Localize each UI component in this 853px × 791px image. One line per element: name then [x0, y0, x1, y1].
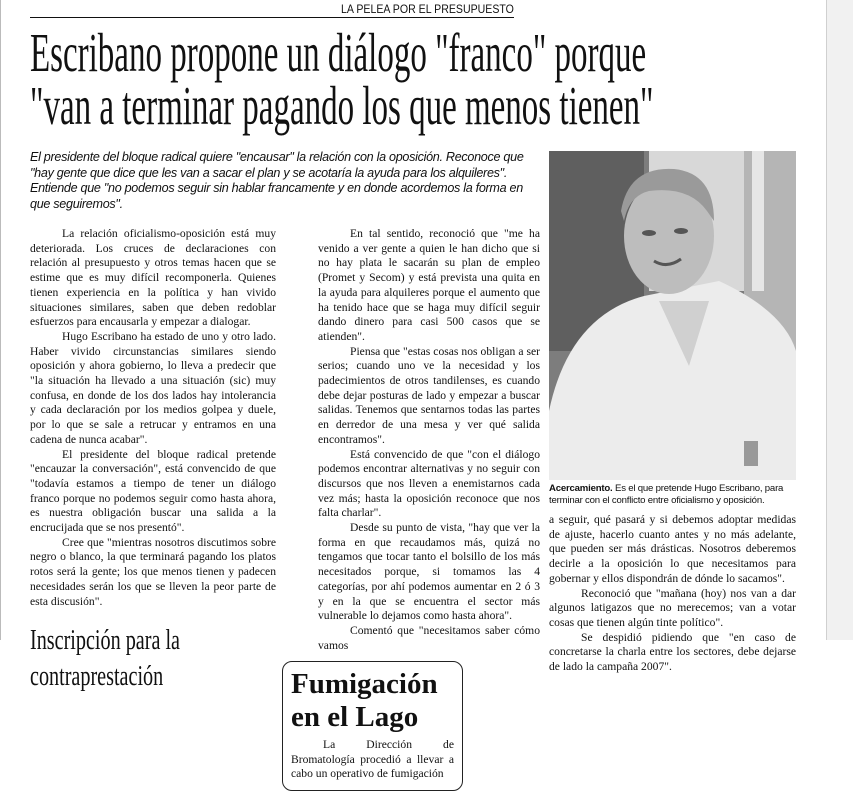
- middle-column-stack: [253, 227, 543, 791]
- article-lede: El presidente del bloque radical quiere "encausar" la relación con la oposición. Reconoce que "hay gente que dice que les van a sacar el plan y se acotaría la ayuda para los alquileres". Entiende que "no podemos seguir sin hablar francamente y en donde acordemos la forma en que seguiremos".: [30, 150, 524, 211]
- page-margin-strip: [826, 0, 853, 640]
- secondary-headline: [30, 623, 276, 695]
- box-body: [291, 738, 454, 782]
- paragraph: En tal sentido, reconoció que "me ha venido a ver gente a quien le han dicho que si no hay plata le sacarán su plan de empleo (Promet y Secom) y está prevista una quita en la ayuda para alquileres porque el aumento que ha tenido hace que se haga muy difícil seguir dando dinero para casi 500 casos que se atienden".: [318, 227, 540, 343]
- paragraph: El presidente del bloque radical pretende "encauzar la conversación", está convencido de que "todavía estamos a tiempo de tener un diálogo franco porque no podemos seguir como hasta ahora, es nuestra obligación buscar una salida a la encrucijada que se nos presentó".: [30, 447, 276, 535]
- caption-lead: Acercamiento.: [549, 483, 613, 494]
- headline-line-2: "van a terminar pagando los que menos tienen": [30, 75, 654, 136]
- paragraph: Se despidió pidiendo que "en caso de concretarse la charla entre los sectores, debe dejarse de lado la campaña 2007".: [549, 630, 796, 674]
- sidebar-news-box: [282, 661, 463, 791]
- box-headline-line-2: en el Lago: [291, 701, 419, 734]
- headline-line-1: Escribano propone un diálogo "franco" porque: [30, 22, 647, 83]
- portrait-image: [549, 151, 796, 480]
- paragraph: Reconoció que "mañana (hoy) nos van a dar algunos latigazos que no merecemos; van a votar cosas que tienen algún tinte político".: [549, 586, 796, 629]
- body-column-1: [30, 227, 276, 609]
- paragraph: a seguir, qué pasará y si debemos adoptar medidas de ajuste, hacerlo cuanto antes y no más adelante, que pueden ser más drásticas. Nosotros deberemos decirle a la oposición lo que necesitamos para gobernar y ellos dispondrán de dónde lo sacamos".: [549, 513, 796, 585]
- paragraph: Piensa que "estas cosas nos obligan a ser serios; cuando uno ve la necesidad y los padecimientos de otros tandilenses, es cuando debe dejar posturas de lado y empezar a buscar salidas. Tenemos que sentarnos todas las partes en derredor de una mesa y ver qué salida encontramos".: [318, 344, 540, 446]
- paragraph: Comentó que "necesitamos saber cómo vamos: [318, 623, 540, 652]
- left-column-stack: [30, 227, 276, 695]
- secondary-headline-line-2: contraprestación: [30, 661, 164, 693]
- paragraph: Desde su punto de vista, "hay que ver la forma en que recaudamos más, quizá no tengamos que tocar tanto el bolsillo de los más necesitados porque, si tomamos las 4 categorías, por ahí podemos aumentar en 2 ó 3 y en la que se encuentra el sector más vulnerable lo dejamos como hasta ahora".: [318, 521, 540, 623]
- article-photo: [549, 151, 796, 480]
- photo-caption: [549, 483, 799, 506]
- article-headline: [30, 22, 810, 136]
- body-column-2: [318, 227, 540, 653]
- secondary-headline-line-1: Inscripción para la: [30, 625, 181, 657]
- body-column-3: [549, 513, 796, 675]
- paragraph: La relación oficialismo-oposición está muy deteriorada. Los cruces de declaraciones con relación al presupuesto y otros temas hacen que se estime que es muy difícil recomponerla. Quienes tienen experiencia en la política y han vivido situaciones similares, saben que deben redoblar esfuerzos para encausarla y empezar a dialogar.: [30, 227, 276, 329]
- section-kicker: [30, 3, 514, 18]
- paragraph: Cree que "mientras nosotros discutimos sobre negro o blanco, la que terminará pagando los platos rotos será la gente; los que menos tienen y padecen necesidades serán los que se lleven la peor parte de esta discusión".: [30, 535, 276, 608]
- paragraph: La Dirección de Bromatología procedió a llevar a cabo un operativo de fumigación: [291, 738, 454, 781]
- kicker-text: LA PELEA POR EL PRESUPUESTO: [341, 4, 514, 16]
- paragraph: Hugo Escribano ha estado de uno y otro lado. Haber vivido circunstancias similares siendo oposición y ahora gobierno, lo lleva a predecir que "la situación ha llevado a una situación (sic) muy confusa, en donde de los dos lados hay intolerancia y cada declaración por los medios golpea y duele, por lo que se sale a retrucar y entramos en una cadena de nunca acabar".: [30, 329, 276, 446]
- box-headline: [291, 668, 454, 734]
- caption-text: Es el que pretende Hugo Escribano, para terminar con el conflicto entre oficialismo y oposición.: [549, 483, 784, 506]
- paragraph: Está convencido de que "con el diálogo podemos encontrar alternativas y no seguir con discursos que nos lleven a enemistarnos cada vez más; hasta la oposición reconoce que nos falta charlar".: [318, 447, 540, 520]
- box-headline-line-1: Fumigación: [291, 668, 438, 701]
- page-left-border: [0, 0, 1, 640]
